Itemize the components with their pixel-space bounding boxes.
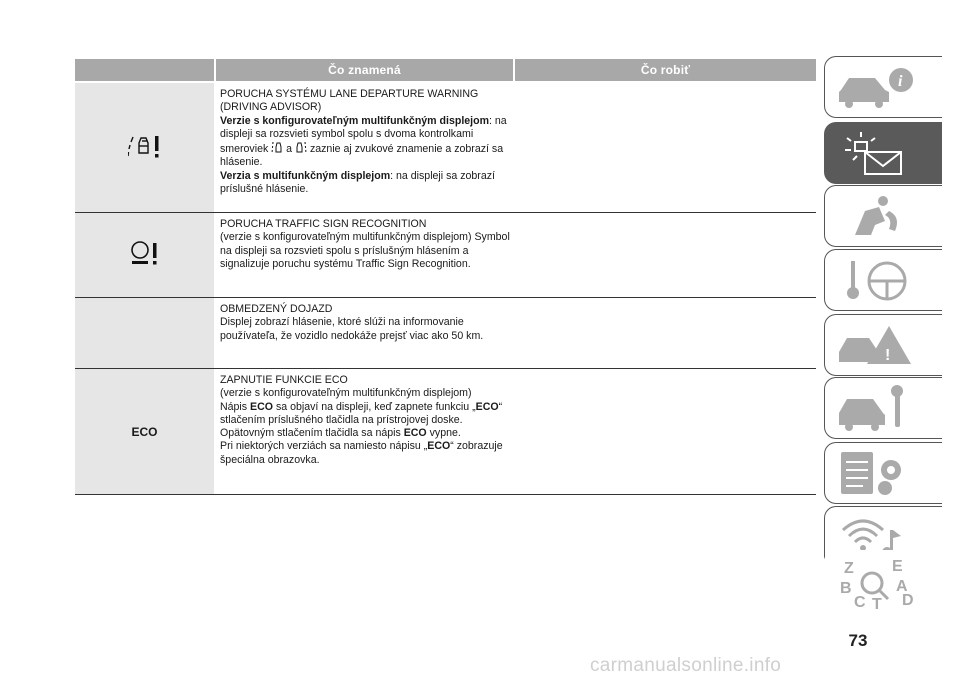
- symbol-cell: [75, 213, 214, 297]
- paragraph: Nápis ECO sa objaví na displeji, keď zapnete funkciu „ECO“ stlačením príslušného tlačidla na prístrojovej doske.: [220, 400, 503, 426]
- table-row: [75, 369, 816, 495]
- tab-specifications[interactable]: [824, 442, 942, 504]
- traffic-sign-recognition-icon: [130, 240, 160, 270]
- alphabetical-index-icon: [834, 555, 914, 613]
- specifications-gear-icon: [835, 448, 915, 498]
- key-steering-wheel-icon: [835, 255, 915, 305]
- index-letter: E: [892, 558, 903, 575]
- action-cell: [515, 83, 816, 212]
- header-action: Čo robiť: [515, 59, 816, 81]
- warning-table: [75, 59, 816, 495]
- symbol-cell: [75, 298, 214, 368]
- lane-departure-warning-icon: [128, 133, 162, 163]
- paragraph: Verzia s multifunkčným displejom: na displeji sa zobrazí príslušné hlásenie.: [220, 169, 495, 196]
- index-letter: B: [840, 580, 852, 597]
- meaning-cell: [216, 83, 515, 212]
- tab-index[interactable]: [824, 550, 942, 613]
- car-emergency-icon: [835, 320, 915, 370]
- index-letter: D: [902, 592, 914, 609]
- index-letter: A: [896, 578, 908, 595]
- symbol-cell: [75, 83, 214, 212]
- tab-starting-driving[interactable]: [824, 249, 942, 311]
- meaning-cell: [216, 298, 515, 368]
- table-row: [75, 83, 816, 213]
- turn-signal-left-icon: [271, 141, 283, 154]
- header-symbol: [75, 59, 214, 81]
- title-text: ZAPNUTIE FUNKCIE ECO: [220, 374, 348, 386]
- title-text: PORUCHA TRAFFIC SIGN RECOGNITION: [220, 218, 427, 230]
- warning-lights-icon: [835, 128, 915, 178]
- tab-emergency[interactable]: [824, 314, 942, 376]
- index-letter: C: [854, 594, 866, 611]
- action-cell: [515, 369, 816, 494]
- index-letter: Z: [844, 560, 854, 577]
- paragraph: Opätovným stlačením tlačidla sa nápis ECO vypne.: [220, 427, 461, 440]
- svg-text:!: !: [885, 347, 891, 364]
- tab-servicing[interactable]: [824, 377, 942, 439]
- turn-signal-right-icon: [295, 141, 307, 154]
- paragraph: Pri niektorých verziách sa namiesto nápisu „ECO“ zobrazuje špeciálna obrazovka.: [220, 440, 503, 466]
- eco-symbol: ECO: [131, 424, 158, 439]
- action-cell: [515, 298, 816, 368]
- tab-warning-lights[interactable]: [824, 122, 942, 184]
- header-meaning: Čo znamená: [216, 59, 513, 81]
- paragraph: (verzie s konfigurovateľným multifunkčným displejom): [220, 387, 472, 400]
- airbag-seat-icon: [835, 191, 915, 241]
- paragraph: Verzie s konfigurovateľným multifunkčným displejom: na displeji sa rozsvieti symbol spolu s dvoma kontrolkami smeroviek a zaznie aj zvukové znamenie a zobrazí sa hlásenie.: [220, 114, 507, 169]
- table-row: [75, 298, 816, 369]
- meaning-cell: [216, 213, 515, 297]
- tab-car-info[interactable]: [824, 56, 942, 118]
- watermark: carmanualsonline.info: [590, 655, 782, 676]
- svg-text:i: i: [898, 73, 903, 90]
- title-text: OBMEDZENÝ DOJAZD: [220, 303, 333, 315]
- paragraph: (verzie s konfigurovateľným multifunkčným displejom) Symbol na displeji sa rozsvieti spolu s príslušným hlásením a signalizuje poruchu systému Traffic Sign Recognition.: [220, 231, 510, 270]
- paragraph: Displej zobrazí hlásenie, ktoré slúži na informovanie používateľa, že vozidlo nedokáže prejsť viac ako 50 km.: [220, 316, 484, 342]
- meaning-cell: [216, 369, 515, 494]
- index-letter: T: [872, 596, 882, 613]
- tab-safety[interactable]: [824, 185, 942, 247]
- action-cell: [515, 213, 816, 297]
- table-header: [75, 59, 816, 81]
- symbol-cell: [75, 369, 214, 494]
- car-info-icon: [835, 62, 915, 112]
- title-text: PORUCHA SYSTÉMU LANE DEPARTURE WARNING (DRIVING ADVISOR): [220, 88, 479, 114]
- table-row: [75, 213, 816, 298]
- page-number: 73: [848, 631, 868, 650]
- car-service-icon: [835, 383, 915, 433]
